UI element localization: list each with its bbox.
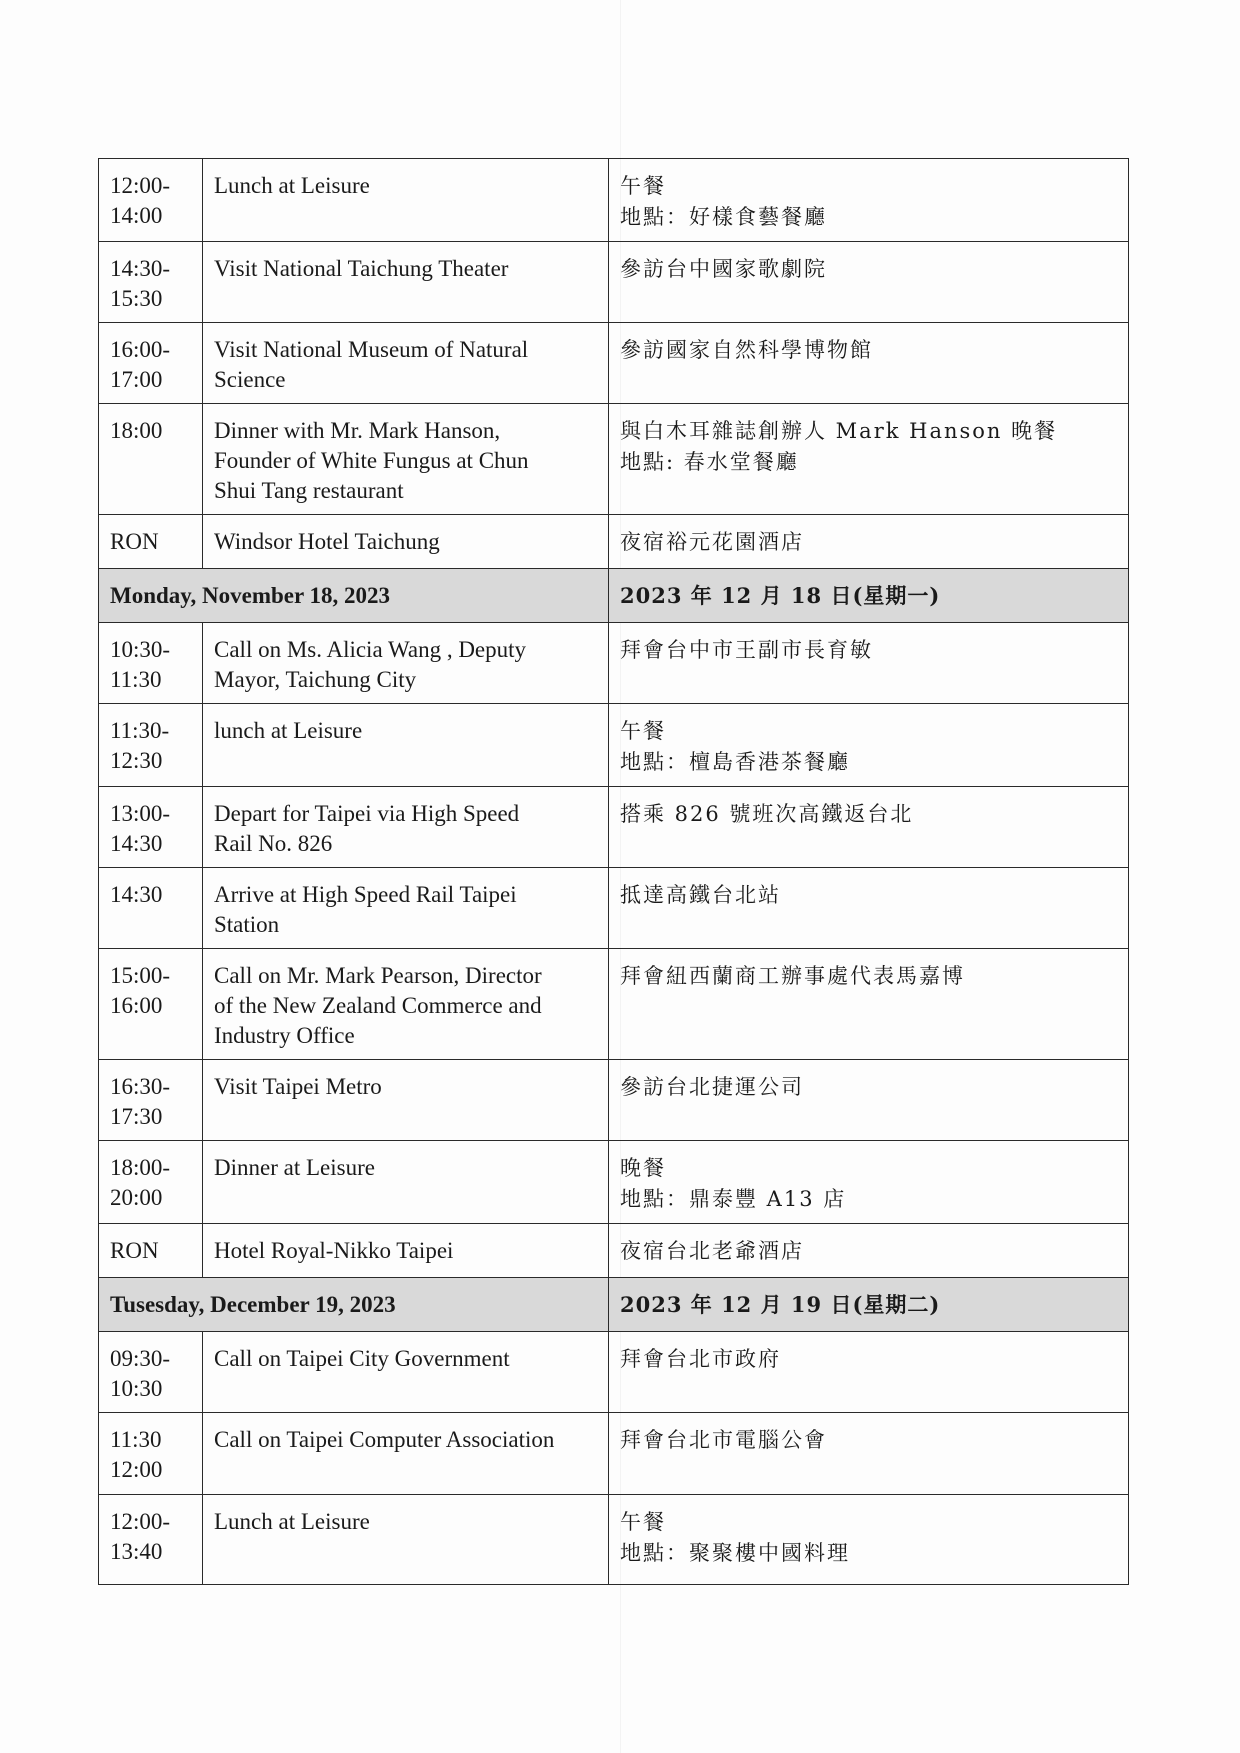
schedule-row: [99, 1141, 1129, 1224]
activity-en-cell: [203, 323, 609, 404]
activity-en-cell-line: Shui Tang restaurant: [214, 478, 404, 503]
time-cell: [99, 1224, 203, 1278]
activity-en-cell-line: Depart for Taipei via High Speed: [214, 801, 520, 826]
schedule-row: [99, 623, 1129, 704]
time-cell-line: 15:30: [110, 286, 163, 311]
activity-en-cell-line: Lunch at Leisure: [214, 173, 370, 198]
activity-zh-cell-line: 參訪台中國家歌劇院: [620, 257, 827, 281]
activity-en-cell-line: Industry Office: [214, 1023, 355, 1048]
time-cell-line: 12:00: [110, 1457, 163, 1482]
activity-en-cell-line: Science: [214, 367, 286, 392]
time-cell-line: 18:00-: [110, 1155, 171, 1180]
activity-en-cell: [203, 1332, 609, 1413]
schedule-row: [99, 323, 1129, 404]
activity-zh-cell: [609, 159, 1129, 242]
activity-zh-cell-line: 搭乘 826 號班次高鐵返台北: [620, 802, 914, 826]
time-cell-line: 14:30: [110, 882, 163, 907]
time-cell-line: 12:00-: [110, 173, 171, 198]
activity-en-cell: [203, 1224, 609, 1278]
activity-zh-cell-line: 地點: 春水堂餐廳: [620, 450, 799, 474]
activity-zh-cell: [609, 1413, 1129, 1495]
activity-en-cell: [203, 1495, 609, 1585]
time-cell-line: 10:30-: [110, 637, 171, 662]
schedule-row: [99, 949, 1129, 1060]
time-cell-line: 15:00-: [110, 963, 171, 988]
schedule-row: [99, 1060, 1129, 1141]
activity-en-cell-line: Arrive at High Speed Rail Taipei: [214, 882, 517, 907]
time-cell-line: RON: [110, 529, 159, 554]
time-cell-line: 18:00: [110, 418, 163, 443]
activity-zh-cell-line: 地點：鼎泰豐 A13 店: [620, 1187, 847, 1211]
activity-en-cell-line: Visit Taipei Metro: [214, 1074, 382, 1099]
activity-en-cell-line: Founder of White Fungus at Chun: [214, 448, 529, 473]
time-cell: [99, 1413, 203, 1495]
activity-zh-cell-line: 與白木耳雜誌創辦人 Mark Hanson 晚餐: [620, 419, 1058, 443]
activity-en-cell-line: Visit National Museum of Natural: [214, 337, 529, 362]
schedule-row: [99, 1332, 1129, 1413]
activity-en-cell-line: Call on Ms. Alicia Wang , Deputy: [214, 637, 527, 662]
activity-en-cell-line: Dinner with Mr. Mark Hanson,: [214, 418, 501, 443]
time-cell: [99, 787, 203, 868]
activity-zh-cell-line: 午餐: [620, 1510, 666, 1534]
schedule-row: [99, 1224, 1129, 1278]
activity-en-cell: [203, 1413, 609, 1495]
time-cell-line: 11:30: [110, 667, 162, 692]
activity-zh-cell-line: 拜會台中市王副市長育敏: [620, 638, 873, 662]
activity-zh-cell-line: 夜宿裕元花園酒店: [620, 530, 804, 554]
activity-zh-cell-line: 午餐: [620, 719, 666, 743]
time-cell-line: 14:30: [110, 831, 163, 856]
time-cell-line: 16:00: [110, 993, 163, 1018]
activity-en-cell: [203, 515, 609, 569]
activity-zh-cell-line: 晚餐: [620, 1156, 666, 1180]
activity-en-cell: [203, 868, 609, 949]
time-cell-line: 11:30: [110, 1427, 162, 1452]
time-cell: [99, 704, 203, 787]
time-cell-line: 12:30: [110, 748, 163, 773]
activity-zh-cell-line: 拜會台北市政府: [620, 1347, 781, 1371]
schedule-row: [99, 404, 1129, 515]
day-heading-zh: 2023 年 12 月 18 日(星期一): [609, 569, 1129, 623]
activity-zh-cell: [609, 242, 1129, 323]
activity-en-cell-line: Call on Taipei City Government: [214, 1346, 510, 1371]
activity-zh-cell-line: 拜會紐西蘭商工辦事處代表馬嘉博: [620, 964, 965, 988]
schedule-row: [99, 242, 1129, 323]
activity-en-cell: [203, 159, 609, 242]
activity-en-cell-line: Windsor Hotel Taichung: [214, 529, 440, 554]
time-cell-line: 11:30-: [110, 718, 170, 743]
time-cell-line: 20:00: [110, 1185, 163, 1210]
activity-zh-cell: [609, 323, 1129, 404]
time-cell: [99, 623, 203, 704]
activity-zh-cell-line: 地點：聚聚樓中國料理: [620, 1541, 850, 1565]
time-cell: [99, 404, 203, 515]
day-heading-en: Monday, November 18, 2023: [99, 569, 609, 623]
activity-en-cell-line: Call on Taipei Computer Association: [214, 1427, 555, 1452]
time-cell: [99, 1141, 203, 1224]
schedule-row: [99, 868, 1129, 949]
activity-zh-cell: [609, 1060, 1129, 1141]
time-cell: [99, 242, 203, 323]
activity-zh-cell: [609, 787, 1129, 868]
schedule-row: [99, 704, 1129, 787]
time-cell-line: 14:00: [110, 203, 163, 228]
activity-zh-cell-line: 參訪國家自然科學博物館: [620, 338, 873, 362]
activity-en-cell-line: Lunch at Leisure: [214, 1509, 370, 1534]
time-cell: [99, 1332, 203, 1413]
activity-zh-cell-line: 拜會台北市電腦公會: [620, 1428, 827, 1452]
time-cell: [99, 1495, 203, 1585]
time-cell: [99, 868, 203, 949]
schedule-row: [99, 1495, 1129, 1585]
activity-zh-cell: [609, 1332, 1129, 1413]
activity-zh-cell: [609, 515, 1129, 569]
schedule-row: [99, 159, 1129, 242]
activity-zh-cell: [609, 868, 1129, 949]
activity-zh-cell-line: 午餐: [620, 174, 666, 198]
itinerary-table: [98, 158, 1129, 1585]
time-cell-line: 17:30: [110, 1104, 163, 1129]
activity-zh-cell: [609, 704, 1129, 787]
activity-en-cell: [203, 623, 609, 704]
activity-zh-cell-line: 參訪台北捷運公司: [620, 1075, 804, 1099]
day-heading-zh: 2023 年 12 月 19 日(星期二): [609, 1278, 1129, 1332]
activity-en-cell-line: lunch at Leisure: [214, 718, 363, 743]
activity-en-cell-line: Dinner at Leisure: [214, 1155, 375, 1180]
activity-en-cell-line: of the New Zealand Commerce and: [214, 993, 542, 1018]
activity-zh-cell: [609, 1224, 1129, 1278]
activity-zh-cell: [609, 404, 1129, 515]
activity-en-cell-line: Hotel Royal-Nikko Taipei: [214, 1238, 454, 1263]
activity-zh-cell: [609, 1141, 1129, 1224]
activity-zh-cell-line: 地點：檀島香港茶餐廳: [620, 750, 850, 774]
time-cell: [99, 949, 203, 1060]
activity-en-cell-line: Mayor, Taichung City: [214, 667, 417, 692]
time-cell-line: 13:40: [110, 1539, 163, 1564]
time-cell-line: 17:00: [110, 367, 163, 392]
activity-en-cell: [203, 949, 609, 1060]
activity-en-cell-line: Call on Mr. Mark Pearson, Director: [214, 963, 542, 988]
activity-en-cell: [203, 1060, 609, 1141]
activity-en-cell: [203, 404, 609, 515]
activity-zh-cell: [609, 949, 1129, 1060]
day-heading-en: Tusesday, December 19, 2023: [99, 1278, 609, 1332]
time-cell: [99, 323, 203, 404]
time-cell: [99, 515, 203, 569]
schedule-row: [99, 1413, 1129, 1495]
activity-zh-cell-line: 地點：好樣食藝餐廳: [620, 205, 827, 229]
time-cell-line: 10:30: [110, 1376, 163, 1401]
schedule-row: [99, 787, 1129, 868]
activity-en-cell-line: Station: [214, 912, 280, 937]
activity-en-cell-line: Rail No. 826: [214, 831, 333, 856]
time-cell: [99, 159, 203, 242]
activity-zh-cell-line: 抵達高鐵台北站: [620, 883, 781, 907]
activity-en-cell-line: Visit National Taichung Theater: [214, 256, 509, 281]
time-cell-line: 14:30-: [110, 256, 171, 281]
time-cell-line: 13:00-: [110, 801, 171, 826]
activity-en-cell: [203, 1141, 609, 1224]
activity-zh-cell: [609, 1495, 1129, 1585]
itinerary-body: [99, 159, 1129, 1585]
time-cell: [99, 1060, 203, 1141]
activity-zh-cell-line: 夜宿台北老爺酒店: [620, 1239, 804, 1263]
time-cell-line: RON: [110, 1238, 159, 1263]
time-cell-line: 12:00-: [110, 1509, 171, 1534]
activity-en-cell: [203, 704, 609, 787]
activity-en-cell: [203, 787, 609, 868]
activity-en-cell: [203, 242, 609, 323]
day-header-row: [99, 1278, 1129, 1332]
schedule-row: [99, 515, 1129, 569]
activity-zh-cell: [609, 623, 1129, 704]
time-cell-line: 16:30-: [110, 1074, 171, 1099]
day-header-row: [99, 569, 1129, 623]
time-cell-line: 09:30-: [110, 1346, 171, 1371]
time-cell-line: 16:00-: [110, 337, 171, 362]
